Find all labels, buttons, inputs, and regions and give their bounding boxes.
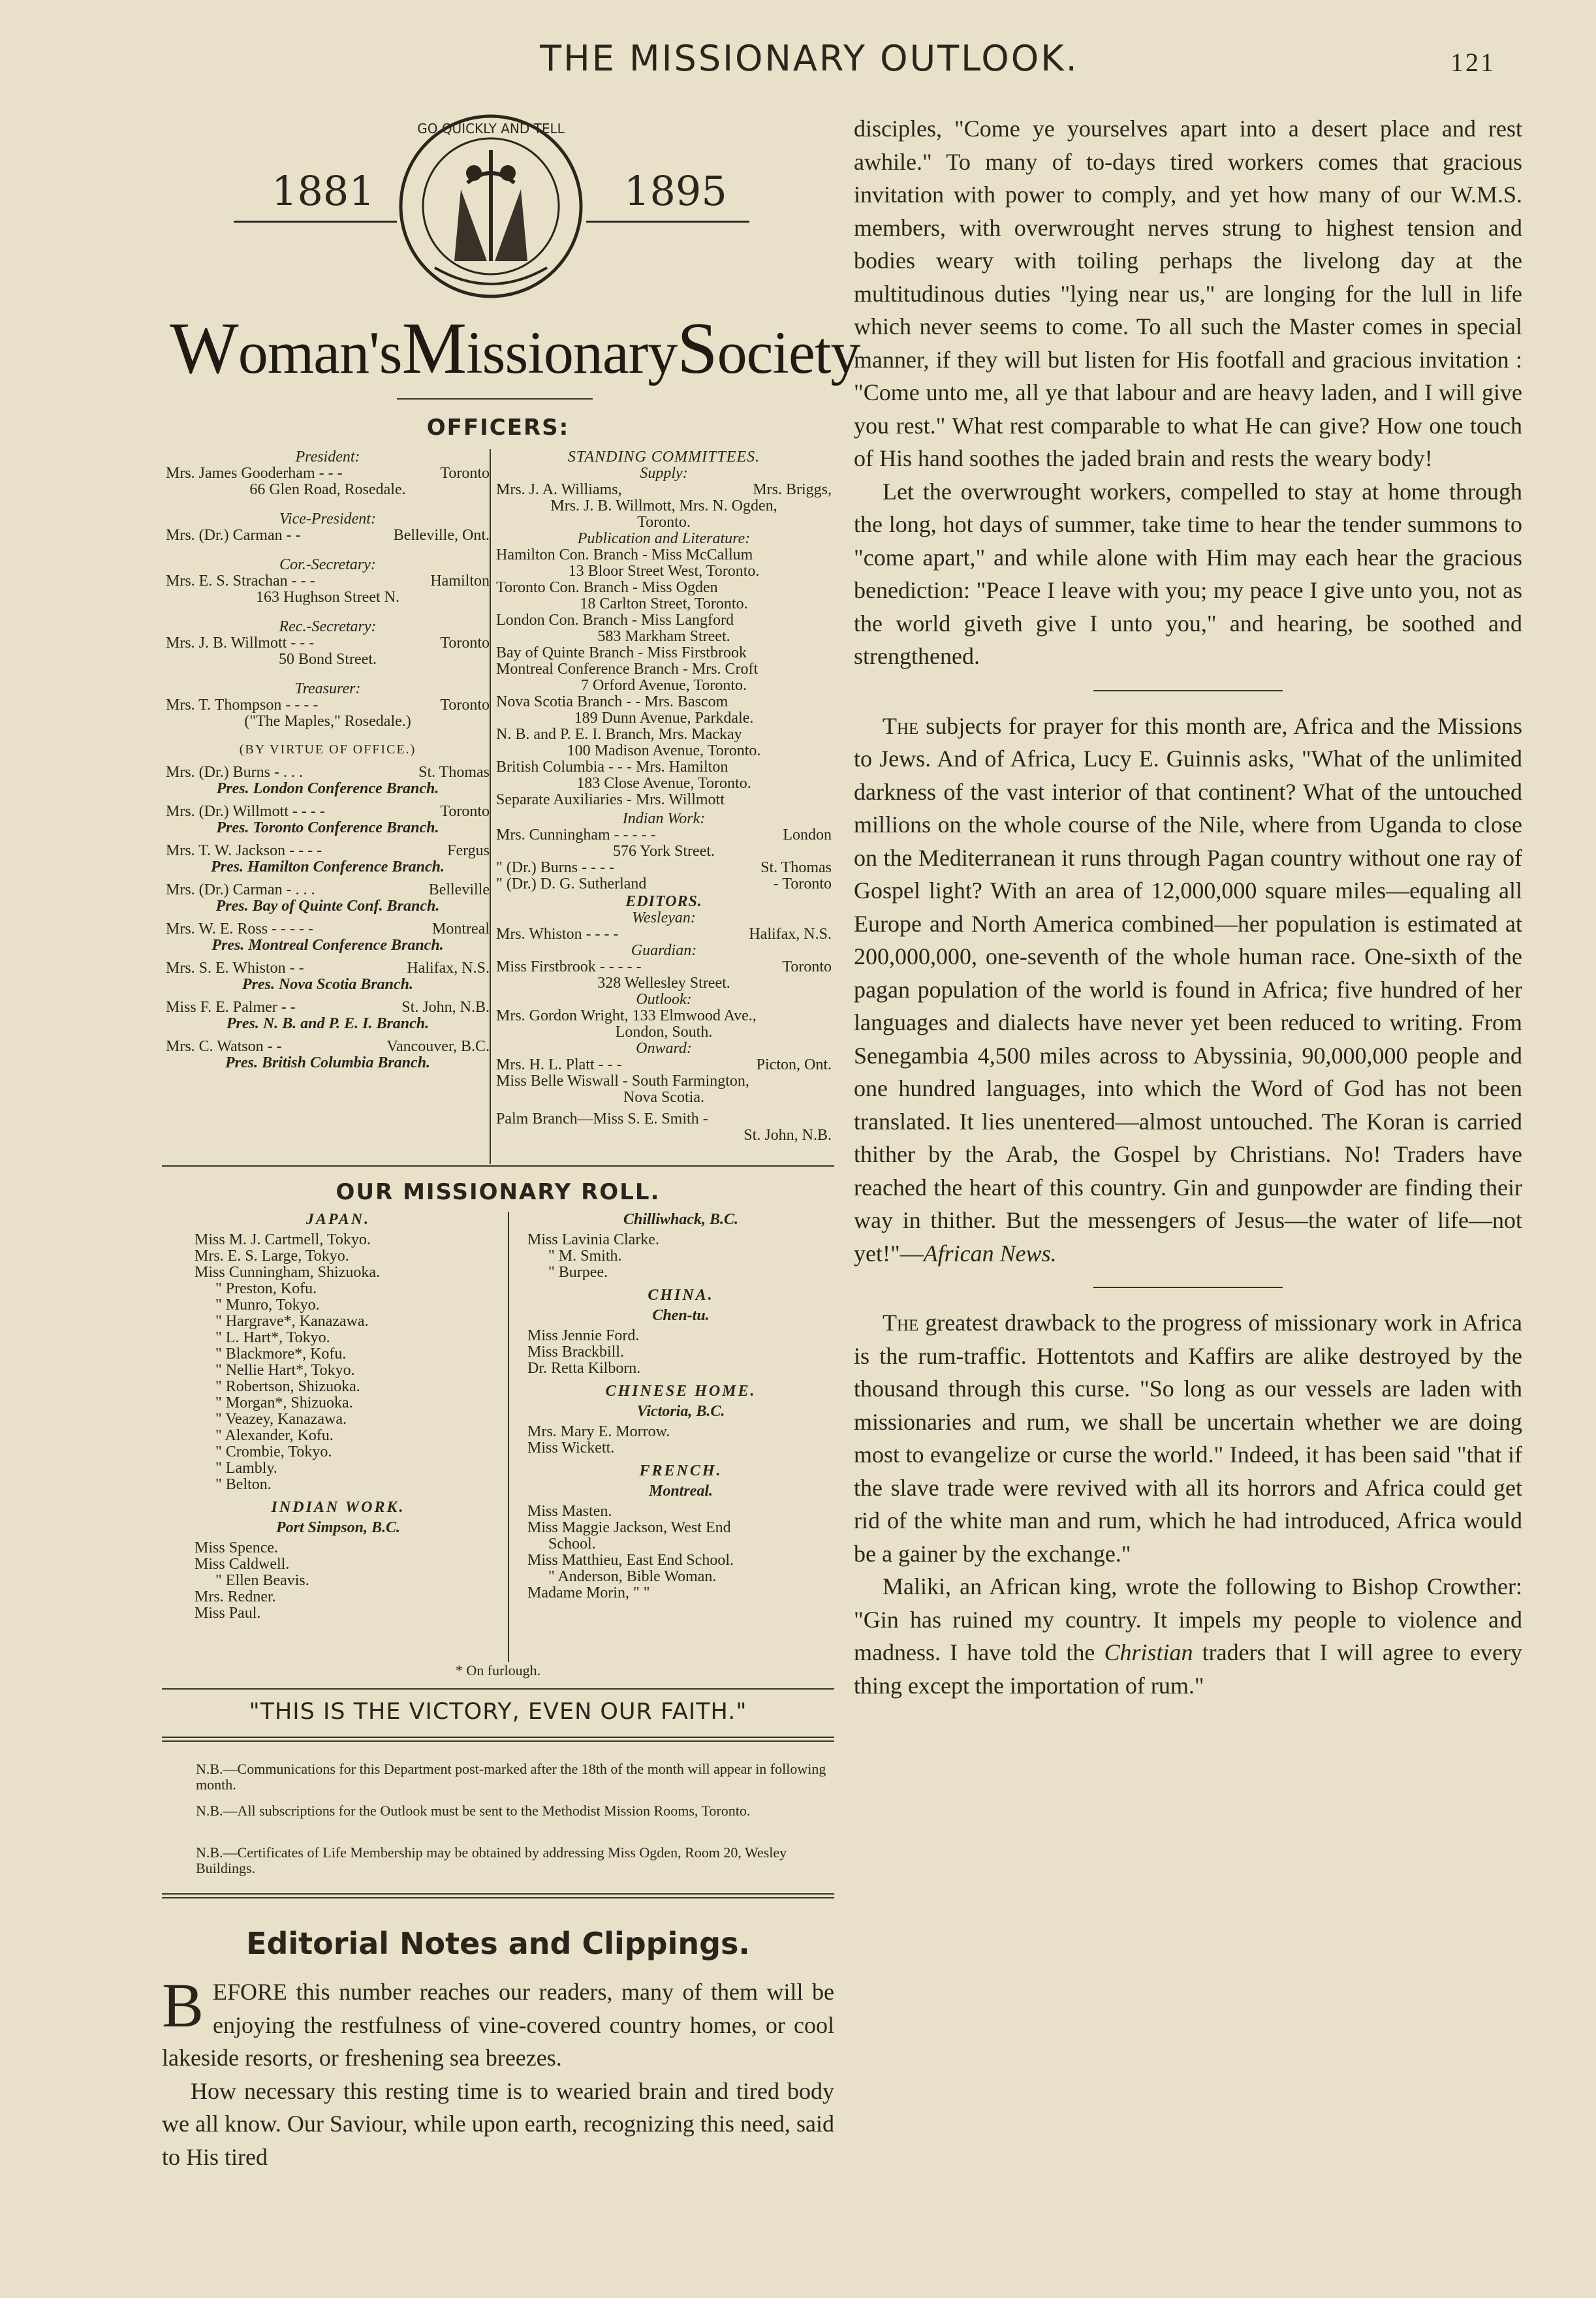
list-item: " Burpee.: [548, 1264, 608, 1281]
officer-entry: Mrs. T. Thompson - - - - Toronto: [166, 697, 490, 714]
list-item: " Nellie Hart*, Tokyo.: [215, 1362, 355, 1379]
list-item: " Robertson, Shizuoka.: [215, 1378, 360, 1395]
list-item: Miss M. J. Cartmell, Tokyo.: [195, 1231, 371, 1248]
page-number: 121: [1450, 48, 1495, 77]
divider: [162, 1740, 834, 1742]
divider: [162, 1897, 834, 1898]
list-item: Miss Lavinia Clarke.: [527, 1231, 659, 1248]
society-seal-icon: [396, 111, 586, 302]
list-item: " Munro, Tokyo.: [215, 1297, 320, 1314]
editorial-heading: Editorial Notes and Clippings.: [246, 1926, 750, 1961]
furlough-note: * On furlough.: [455, 1662, 541, 1678]
officer-entry: Mrs. James Gooderham - - - Toronto: [166, 465, 490, 482]
officers-heading: OFFICERS:: [426, 415, 570, 441]
divider: [162, 1893, 834, 1895]
running-title: THE MISSIONARY OUTLOOK.: [540, 38, 1079, 79]
list-item: " Veazey, Kanazawa.: [215, 1411, 347, 1428]
list-item: Mrs. E. S. Large, Tokyo.: [195, 1248, 349, 1265]
paragraph: Let the overwrought workers, compelled to stay at home through the long, hot days of summer, take time to hear the tender summons to "come apart," and while alone with Him may each hear the gracious benediction: "Peace I leave with you; my peace I give unto you, not as the world giveth give I unto you," and hearing, be soothed and strengthened.: [854, 478, 1522, 669]
list-item: Mrs. Mary E. Morrow.: [527, 1423, 670, 1440]
list-item: " Alexander, Kofu.: [215, 1427, 334, 1444]
right-column: [854, 112, 1522, 1702]
editorial-body: [162, 1970, 834, 2173]
list-item: Miss Jennie Ford.: [527, 1327, 640, 1344]
masthead-rule-right: [586, 221, 749, 223]
list-item: " Lambly.: [215, 1460, 277, 1477]
paragraph: The subjects for prayer for this month are, Africa and the Missions to Jews. And of Africa, Lucy E. Guinnis asks, "What of the unlimited darkness of the vast interior of that continent? What of the untouched millions on the whole course of the Nile, where from Uganda to close on the Mediterranean it runs through Pagan country without one ray of Gospel light? With an area of 12,000,000 square miles—equaling all Europe and North America combined—her population is estimated at 200,000,000, one-seventh of the whole human race. One-sixth of the pagan population of the world is found in Africa; five hundred of her languages and dialects have never yet been reduced to writing. From Senegambia 4,500 miles across to Abyssinia, 90,000,000 people and one hundred languages, into which the Word of God has not been translated. It lies unentered—almost untouched. The Koran is carried thither by the Arab, the Gospel by Christians. No! Traders have reached the heart of this country. Gin and gunpowder are finding their way in thither. But the messengers of Jesus—the water of life—not yet!"—African News.: [854, 712, 1523, 1267]
drop-cap: B: [162, 1970, 204, 2040]
year-start: 1881: [272, 167, 375, 215]
list-item: School.: [548, 1535, 596, 1552]
notice: N.B.—Certificates of Life Membership may be obtained by addressing Miss Ogden, Room 20, Wesley Buildings.: [196, 1844, 787, 1876]
list-item: " L. Hart*, Tokyo.: [215, 1329, 330, 1346]
officer-entry: Mrs. E. S. Strachan - - - Hamilton: [166, 573, 490, 590]
roll-heading: OUR MISSIONARY ROLL.: [336, 1179, 661, 1205]
divider: [162, 1688, 834, 1690]
officers-list: President: Mrs. James Gooderham - - - Toronto 66 Glen Road, Rosedale. Vice-President: Mrs. (Dr.) Carman - - Belleville, Ont. Cor.-Secretary: Mrs. E. S. Strachan - - - Hamilton 163 Hughson Street N. Rec.-Secretary: Mrs. J. B. Willmott - - - Toronto 50 Bond Street. Treasurer: Mrs. T. Thompson - - - - Toronto ("The Maples," Rosedale.) (BY VIRTUE OF OFFICE.) Mrs. (Dr.) Burns - . . . St. Thomas Pres. London Conference Branch. Mrs. (Dr.) Willmott - - - - Toronto Pres. Toronto Conference Branch. Mrs. T. W. Jackson - - - - Fergus Pres. Hamilton Conference Branch. Mrs. (Dr.) Carman - . . . Belleville Pres. Bay of Quinte Conf. Branch. Mrs. W. E. Ross - - - - - Montreal Pres. Montreal Conference Branch. Mrs. S. E. Whiston - - Halifax, N.S. Pres. Nova Scotia Branch. Miss F. E. Palmer - - St. John, N.B. Pres. N. B. and P. E. I. Branch. Mrs. C. Watson - - Vancouver, B.C. Pres. British Columbia Branch.: [166, 449, 490, 1071]
list-item: " Anderson, Bible Woman.: [548, 1568, 717, 1585]
left-column: [162, 91, 860, 2170]
list-item: Miss Maggie Jackson, West End: [527, 1519, 731, 1536]
list-item: " Blackmore*, Kofu.: [215, 1346, 347, 1362]
divider: [1093, 1287, 1283, 1288]
paragraph: Maliki, an African king, wrote the following to Bishop Crowther: "Gin has ruined my country. It impels my people to violence and madness. I have told the Christian traders that I will agree to every thing except the importation of rum.": [854, 1573, 1523, 1699]
paragraph: How necessary this resting time is to wearied brain and tired body we all know. Our Saviour, while upon earth, recognizing this need, said to His tired: [162, 2077, 834, 2170]
paragraph: disciples, "Come ye yourselves apart into a desert place and rest awhile." To many of to-days tired workers comes that gracious invitation with power to comply, and yet how many of our W.M.S. members, with overwrought nerves strung to highest tension and bodies weary with toiling perhaps the livelong day at the multitudinous duties "lying near us," are longing for the lull in life which never seems to come. To all such the Master comes in special manner, if they will but listen for His footfall and gracious invitation : "Come unto me, all ye that labour and are heavy laden, and I will give you rest." What rest comparable to what He can give? How one touch of His hand soothes the jaded brain and rests the weary body!: [854, 116, 1522, 471]
year-end: 1895: [624, 167, 727, 215]
standing-committees: STANDING COMMITTEES. Supply: Mrs. J. A. Williams, Mrs. Briggs, Mrs. J. B. Willmott, Mrs. N. Ogden, Toronto. Publication and Literature: Hamilton Con. Branch - Miss McCallum 13 Bloor Street West, Toronto. Toronto Con. Branch - Miss Ogden 18 Carlton Street, Toronto. London Con. Branch - Miss Langford 583 Markham Street. Bay of Quinte Branch - Miss Firstbrook Montreal Conference Branch - Mrs. Croft 7 Orford Avenue, Toronto. Nova Scotia Branch - - Mrs. Bascom 189 Dunn Avenue, Parkdale. N. B. and P. E. I. Branch, Mrs. Mackay 100 Madison Avenue, Toronto. British Columbia - - - Mrs. Hamilton 183 Close Avenue, Toronto. Separate Auxiliaries - Mrs. Willmott Indian Work: Mrs. Cunningham - - - - - London 576 York Street. " (Dr.) Burns - - - - St. Thomas " (Dr.) D. G. Sutherland - Toronto EDITORS. Wesleyan: Mrs. Whiston - - - - Halifax, N.S. Guardian: Miss Firstbrook - - - - - Toronto 328 Wellesley Street. Outlook: Mrs. Gordon Wright, 133 Elmwood Ave., London, South. Onward: Mrs. H. L. Platt - - - Picton, Ont. Miss Belle Wiswall - South Farmington, Nova Scotia. Palm Branch—Miss S. E. Smith - St. John, N.B.: [496, 449, 832, 1144]
divider: [1093, 690, 1283, 691]
officer-entry: Mrs. (Dr.) Carman - - Belleville, Ont.: [166, 527, 490, 544]
roll-right: Chilliwhack, B.C. Miss Lavinia Clarke. " M. Smith. " Burpee. CHINA. Chen-tu. Miss Jennie Ford. Miss Brackbill. Dr. Retta Kilborn. CHINESE HOME. Victoria, B.C. Mrs. Mary E. Morrow. Miss Wickett. FRENCH. Montreal. Miss Masten. Miss Maggie Jackson, West End School. Miss Matthieu, East End School. " Anderson, Bible Woman. Madame Morin, " ": [527, 1212, 834, 1601]
list-item: Miss Spence.: [195, 1539, 278, 1556]
list-item: " Ellen Beavis.: [215, 1572, 309, 1589]
divider: [162, 1737, 834, 1738]
list-item: Dr. Retta Kilborn.: [527, 1360, 641, 1377]
masthead: [162, 91, 860, 389]
divider: [397, 398, 593, 400]
branch-presidents: Mrs. (Dr.) Burns - . . . St. Thomas Pres. London Conference Branch. Mrs. (Dr.) Willmott - - - - Toronto Pres. Toronto Conference Branch. Mrs. T. W. Jackson - - - - Fergus Pres. Hamilton Conference Branch. Mrs. (Dr.) Carman - . . . Belleville Pres. Bay of Quinte Conf. Branch. Mrs. W. E. Ross - - - - - Montreal Pres. Montreal Conference Branch. Mrs. S. E. Whiston - - Halifax, N.S. Pres. Nova Scotia Branch. Miss F. E. Palmer - - St. John, N.B. Pres. N. B. and P. E. I. Branch. Mrs. C. Watson - - Vancouver, B.C. Pres. British Columbia Branch.: [166, 764, 490, 1071]
masthead-rule-left: [234, 221, 397, 223]
roll-left: JAPAN. Miss M. J. Cartmell, Tokyo. Mrs. E. S. Large, Tokyo. Miss Cunningham, Shizuoka. " Preston, Kofu. " Munro, Tokyo. " Hargrave*, Kanazawa. " L. Hart*, Tokyo. " Blackmore*, Kofu. " Nellie Hart*, Tokyo. " Robertson, Shizuoka. " Morgan*, Shizuoka. " Veazey, Kanazawa. " Alexander, Kofu. " Crombie, Tokyo. " Lambly. " Belton. INDIAN WORK. Port Simpson, B.C. Miss Spence. Miss Caldwell. " Ellen Beavis. Mrs. Redner. Miss Paul.: [195, 1212, 482, 1622]
list-item: Miss Cunningham, Shizuoka.: [195, 1264, 381, 1281]
society-name: Woman'sMissionarySociety: [170, 308, 860, 389]
notice: N.B.—All subscriptions for the Outlook must be sent to the Methodist Mission Rooms, Toronto.: [196, 1802, 751, 1819]
list-item: " Hargrave*, Kanazawa.: [215, 1313, 369, 1330]
officer-entry: Mrs. J. B. Willmott - - - Toronto: [166, 635, 490, 652]
list-item: Miss Wickett.: [527, 1440, 615, 1456]
notice: N.B.—Communications for this Department post-marked after the 18th of the month will appear in following month.: [196, 1761, 826, 1793]
list-item: Miss Paul.: [195, 1605, 261, 1622]
paragraph: The greatest drawback to the progress of missionary work in Africa is the rum-traffic. Hottentots and Kaffirs are alike destroyed by the thousand through this curse. "So long as our vessels are laden with missionaries and rum, we shall be uncertain whether we are doing most to evangelize or curse the world." Indeed, it has been said "that if the slave trade were revived with all its horrors and Africa could get rid of the white man and rum, which he had introduced, Africa would be a gainer by the exchange.": [854, 1310, 1523, 1567]
list-item: " Crombie, Tokyo.: [215, 1443, 332, 1460]
list-item: Madame Morin, " ": [527, 1584, 650, 1601]
list-item: Miss Caldwell.: [195, 1556, 290, 1573]
paragraph: BEFORE this number reaches our readers, many of them will be enjoying the restfulness of vine-covered country homes, or cool lakeside resorts, or freshening sea breezes.: [162, 1970, 834, 2071]
divider: [162, 1165, 834, 1167]
victory-banner: "THIS IS THE VICTORY, EVEN OUR FAITH.": [249, 1699, 747, 1725]
list-item: " Belton.: [215, 1476, 272, 1493]
list-item: Miss Matthieu, East End School.: [527, 1552, 734, 1569]
list-item: Mrs. Redner.: [195, 1588, 276, 1605]
list-item: Miss Brackbill.: [527, 1344, 624, 1361]
list-item: Miss Masten.: [527, 1503, 612, 1520]
list-item: " Morgan*, Shizuoka.: [215, 1394, 353, 1411]
column-divider: [508, 1212, 509, 1662]
list-item: " Preston, Kofu.: [215, 1280, 317, 1297]
list-item: " M. Smith.: [548, 1248, 622, 1265]
seal-motto: GO QUICKLY AND TELL: [417, 121, 565, 136]
column-divider: [490, 449, 491, 1164]
